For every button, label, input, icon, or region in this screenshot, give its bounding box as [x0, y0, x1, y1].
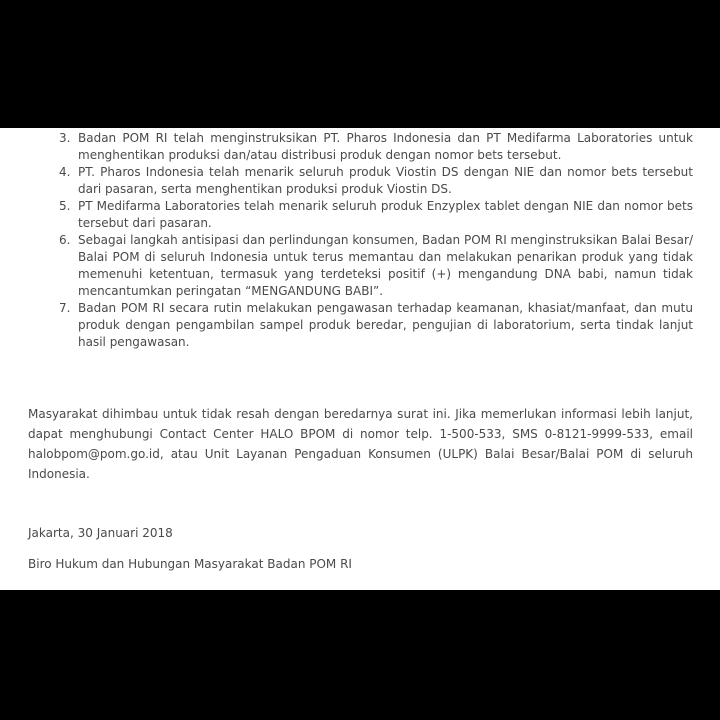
appeal-paragraph: Masyarakat dihimbau untuk tidak resah dengan beredarnya surat ini. Jika memerlukan informasi lebih lanjut, dapat menghubungi Contact Center HALO BPOM di nomor telp. 1-500-533, SMS 0-8121-9999-533, email halobpom@pom.go.id, atau Unit Layanan Pengaduan Konsumen (ULPK) Balai Besar/Balai POM di seluruh Indonesia. [28, 407, 693, 481]
list-number: 4. [59, 165, 71, 179]
list-number: 3. [59, 131, 71, 145]
numbered-list [0, 130, 720, 351]
signature-line: Biro Hukum dan Hubungan Masyarakat Badan POM RI [28, 557, 352, 571]
list-text: Badan POM RI secara rutin melakukan pengawasan terhadap keamanan, khasiat/manfaat, dan mutu produk dengan pengambilan sampel produk beredar, pengujian di laboratorium, serta tindak lanjut hasil pengawasan. [78, 301, 693, 349]
list-text: PT. Pharos Indonesia telah menarik seluruh produk Viostin DS dengan NIE dan nomor bets tersebut dari pasaran, serta menghentikan produksi produk Viostin DS. [78, 165, 693, 196]
list-text: Sebagai langkah antisipasi dan perlindungan konsumen, Badan POM RI menginstruksikan Balai Besar/ Balai POM di seluruh Indonesia untuk terus memantau dan melakukan penarikan produk yang tidak memenuhi ketentuan, termasuk yang terdeteksi positif (+) mengandung DNA babi, namun tidak mencantumkan peringatan “MENGANDUNG BABI”. [78, 233, 693, 298]
list-item [0, 300, 720, 351]
list-item [0, 232, 720, 300]
list-number: 7. [59, 301, 71, 315]
list-number: 5. [59, 199, 71, 213]
list-item [0, 164, 720, 198]
list-item [0, 198, 720, 232]
list-number: 6. [59, 233, 71, 247]
document-page [0, 128, 720, 590]
list-item [0, 130, 720, 164]
place-date: Jakarta, 30 Januari 2018 [28, 526, 173, 540]
list-text: PT Medifarma Laboratories telah menarik seluruh produk Enzyplex tablet dengan NIE dan nomor bets tersebut dari pasaran. [78, 199, 693, 230]
list-text: Badan POM RI telah menginstruksikan PT. Pharos Indonesia dan PT Medifarma Laboratories untuk menghentikan produksi dan/atau distribusi produk dengan nomor bets tersebut. [78, 131, 693, 162]
